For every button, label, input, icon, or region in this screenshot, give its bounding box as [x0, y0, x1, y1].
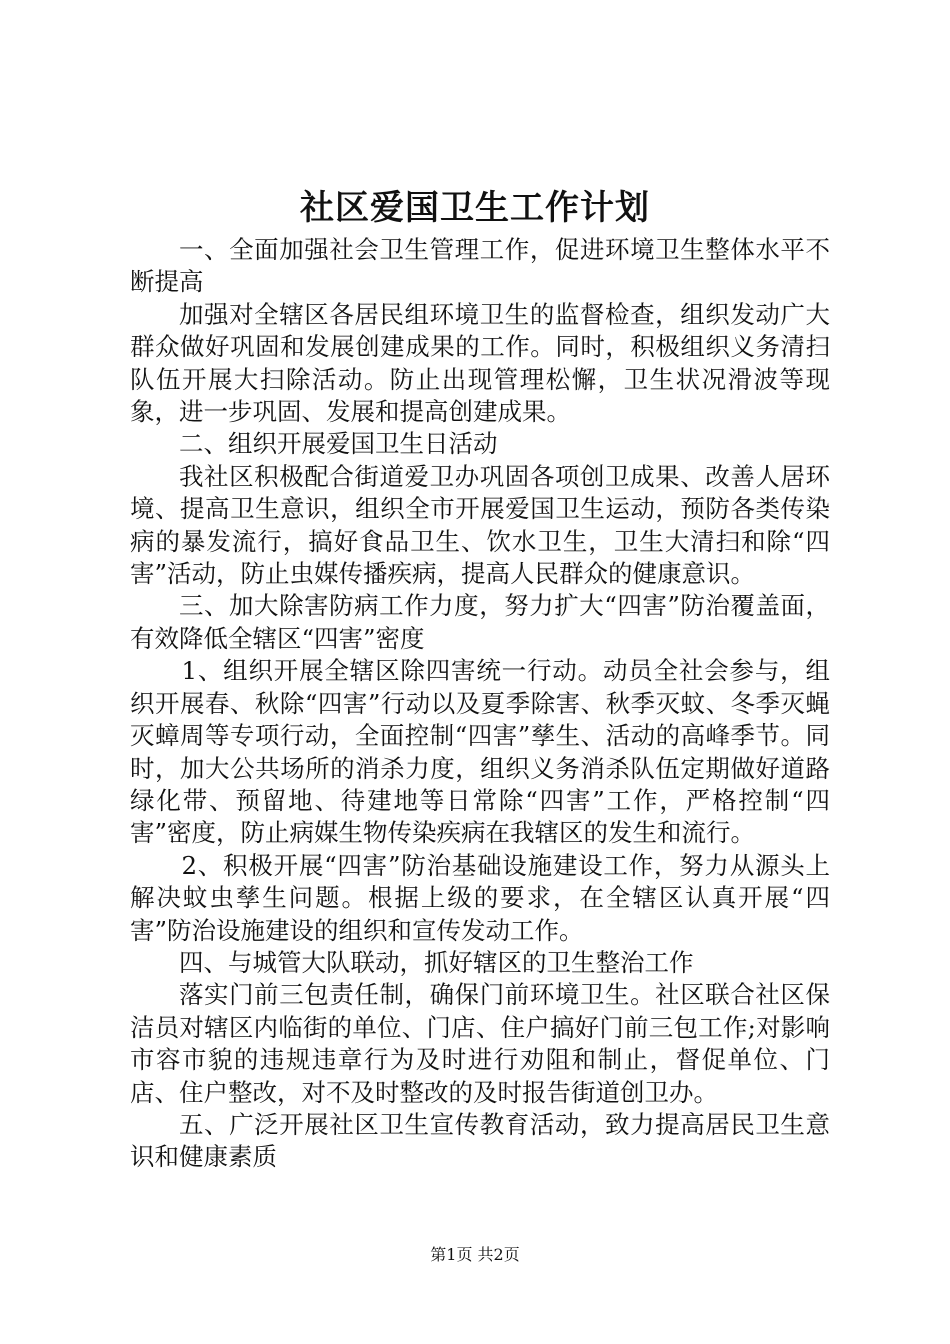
numbered-paragraph: 1、组织开展全辖区除四害统一行动。动员全社会参与，组织开展春、秋除“四害”行动以及夏季除害、秋季灭蚊、冬季灭蝇灭蟑周等专项行动，全面控制“四害”孳生、活动的高峰季节。同时，加大公共场所的消杀力度，组织义务消杀队伍定期做好道路绿化带、预留地、待建地等日常除“四害”工作，严格控制“四害”密度，防止病媒生物传染疾病在我辖区的发生和流行。: [130, 656, 830, 848]
document-title: 社区爱国卫生工作计划: [300, 188, 650, 228]
section-heading-2: 二、组织开展爱国卫生日活动: [179, 429, 498, 459]
section-heading-5: 五、广泛开展社区卫生宣传教育活动，致力提高居民卫生意识和健康素质: [130, 1109, 830, 1172]
numbered-paragraph: 2、积极开展“四害”防治基础设施建设工作，努力从源头上解决蚊虫孳生问题。根据上级的要求，在全辖区认真开展“四害”防治设施建设的组织和宣传发动工作。: [130, 850, 830, 945]
document-body: [130, 234, 830, 1174]
body-paragraph: 加强对全辖区各居民组环境卫生的监督检查，组织发动广大群众做好巩固和发展创建成果的工作。同时，积极组织义务清扫队伍开展大扫除活动。防止出现管理松懈，卫生状况滑波等现象，进一步巩固、发展和提高创建成果。: [130, 299, 830, 427]
section-heading-3: 三、加大除害防病工作力度，努力扩大“四害”防治覆盖面，有效降低全辖区“四害”密度: [130, 591, 830, 653]
section-heading-4: 四、与城管大队联动，抓好辖区的卫生整治工作: [179, 947, 694, 977]
body-paragraph: 落实门前三包责任制，确保门前环境卫生。社区联合社区保洁员对辖区内临街的单位、门店、住户搞好门前三包工作;对影响市容市貌的违规违章行为及时进行劝阻和制止，督促单位、门店、住户整改，对不及时整改的及时报告街道创卫办。: [130, 980, 830, 1107]
page-number-footer: 第1页 共2页: [430, 1245, 520, 1264]
body-paragraph: 我社区积极配合街道爱卫办巩固各项创卫成果、改善人居环境、提高卫生意识，组织全市开展爱国卫生运动，预防各类传染病的暴发流行，搞好食品卫生、饮水卫生，卫生大清扫和除“四害”活动，防止虫媒传播疾病，提高人民群众的健康意识。: [130, 461, 830, 589]
section-heading-1: 一、全面加强社会卫生管理工作，促进环境卫生整体水平不断提高: [130, 235, 830, 297]
